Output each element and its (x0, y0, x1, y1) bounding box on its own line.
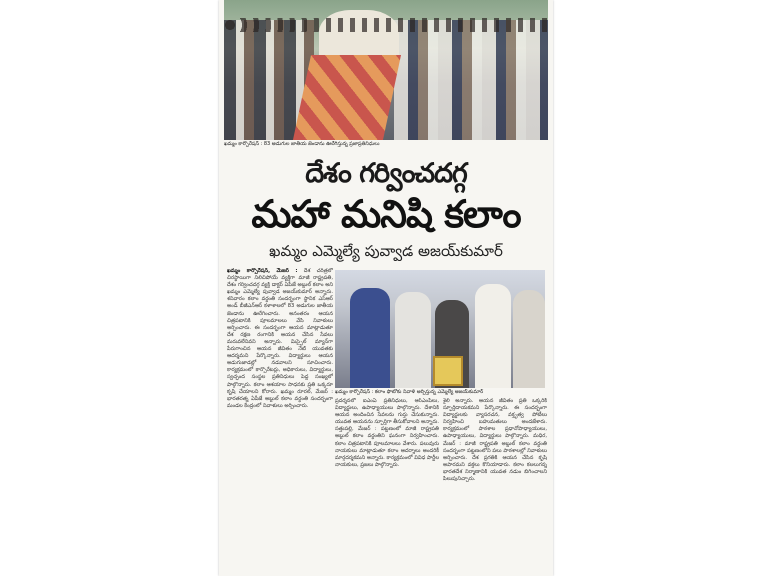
article-column-a (227, 268, 333, 572)
headline-line2: మహా మనిషి కలాం (251, 192, 521, 236)
headline-line1: దేశం గర్వించదగ్గ (305, 158, 467, 189)
flag-rally-photo (224, 0, 548, 140)
dateline: ఖమ్మం కార్పొరేషన్, మేజర్ : (227, 268, 298, 274)
photo-mid-caption: ఖమ్మం కార్పొరేషన్ : కలాం ఫొటోకు నివాళి అర్పిస్తున్న ఎమ్మెల్యే అజయ్‌కుమార్ (335, 389, 484, 395)
article-column-b: ప్రదర్శనలో ఐఎంఏ ప్రతినిధులు, ఆర్ఎంపీలు, విద్యార్థులు, ఉపాధ్యాయులు పాల్గొన్నారు. దేశానికి ఆయన అందించిన సేవలను గుర్తు చేసుకున్నారు. యువత ఆయనను స్ఫూర్తిగా తీసుకోవాలని అన్నారు. సత్తుపల్లి, మేజర్ : పట్టణంలో మాజీ రాష్ట్రపతి అబ్దుల్ కలాం వర్ధంతిని ఘనంగా నిర్వహించారు. కలాం చిత్రపటానికి పూలమాలలు వేశారు. పలువురు నాయకులు మాట్లాడుతూ కలాం ఆదర్శాలు అందరికీ మార్గదర్శకమని అన్నారు. కార్యక్రమంలో వివిధ పార్టీల నాయకులు, ప్రజలు పాల్గొన్నారు. (335, 398, 439, 468)
tribute-photo (335, 270, 545, 388)
portrait-frame (433, 356, 463, 386)
photo-top-caption: ఖమ్మం కార్పొరేషన్ : 83 అడుగుల జాతీయ జెండాను ఊరేగిస్తున్న ప్రజాప్రతినిధులు (224, 141, 380, 147)
subheadline: ఖమ్మం ఎమ్మెల్యే పువ్వాడ అజయ్‌కుమార్ (269, 242, 503, 260)
column-a-text: దేశ చరిత్రలో చిరస్థాయిగా నిలిచిపోయే వ్యక్తిగా మాజీ రాష్ట్రపతి, దేశం గర్వించదగ్గ వ్యక్తి డాక్టర్ ఏపీజే అబ్దుల్ కలాం అని ఖమ్మం ఎమ్మెల్యే పువ్వాడ అజయ్‌కుమార్ అన్నారు. శనివారం కలాం వర్ధంతి సందర్భంగా స్థానిక ఎస్ఆర్ అండ్ బీజీఎన్ఆర్ కళాశాలలో 83 అడుగుల జాతీయ జెండాను ఊరేగించారు. అనంతరం ఆయన చిత్రపటానికి పూలమాలలు వేసి నివాళులు అర్పించారు. ఈ సందర్భంగా ఆయన మాట్లాడుతూ దేశ రక్షణ రంగానికి ఆయన చేసిన సేవలు మరువలేనివని అన్నారు. మిస్సైల్ మ్యాన్‌గా పేరుగాంచిన ఆయన జీవితం నేటి యువతకు ఆదర్శమని పేర్కొన్నారు. విద్యార్థులు ఆయన అడుగుజాడల్లో నడవాలని సూచించారు. కార్యక్రమంలో కార్పొరేటర్లు, అధికారులు, విద్యార్థులు, స్వచ్ఛంద సంస్థల ప్రతినిధులు పెద్ద సంఖ్యలో పాల్గొన్నారు. కలాం ఆశయాల సాధనకు ప్రతి ఒక్కరూ కృషి చేయాలని కోరారు. ఖమ్మం రూరల్, మేజర్ : భారతరత్న ఏపీజే అబ్దుల్ కలాం వర్ధంతి సందర్భంగా మండల కేంద్రంలో నివాళులు అర్పించారు. (227, 268, 333, 409)
article-column-c: శైలి అన్నారు. ఆయన జీవితం ప్రతి ఒక్కరికీ స్ఫూర్తిదాయకమని పేర్కొన్నారు. ఈ సందర్భంగా విద్యార్థులకు వ్యాసరచన, వక్తృత్వ పోటీలు నిర్వహించి బహుమతులు అందజేశారు. కార్యక్రమంలో పాఠశాల ప్రధానోపాధ్యాయులు, ఉపాధ్యాయులు, విద్యార్థులు పాల్గొన్నారు. మధిర, మేజర్ : మాజీ రాష్ట్రపతి అబ్దుల్ కలాం వర్ధంతి సందర్భంగా పట్టణంలోని పలు పాఠశాలల్లో నివాళులు అర్పించారు. దేశ ప్రగతికి ఆయన చేసిన కృషి అపారమని వక్తలు కొనియాడారు. కలాం కలలుగన్న భారతదేశ నిర్మాణానికి యువత నడుం బిగించాలని పిలుపునిచ్చారు. (443, 398, 547, 483)
newspaper-clipping (219, 0, 553, 576)
